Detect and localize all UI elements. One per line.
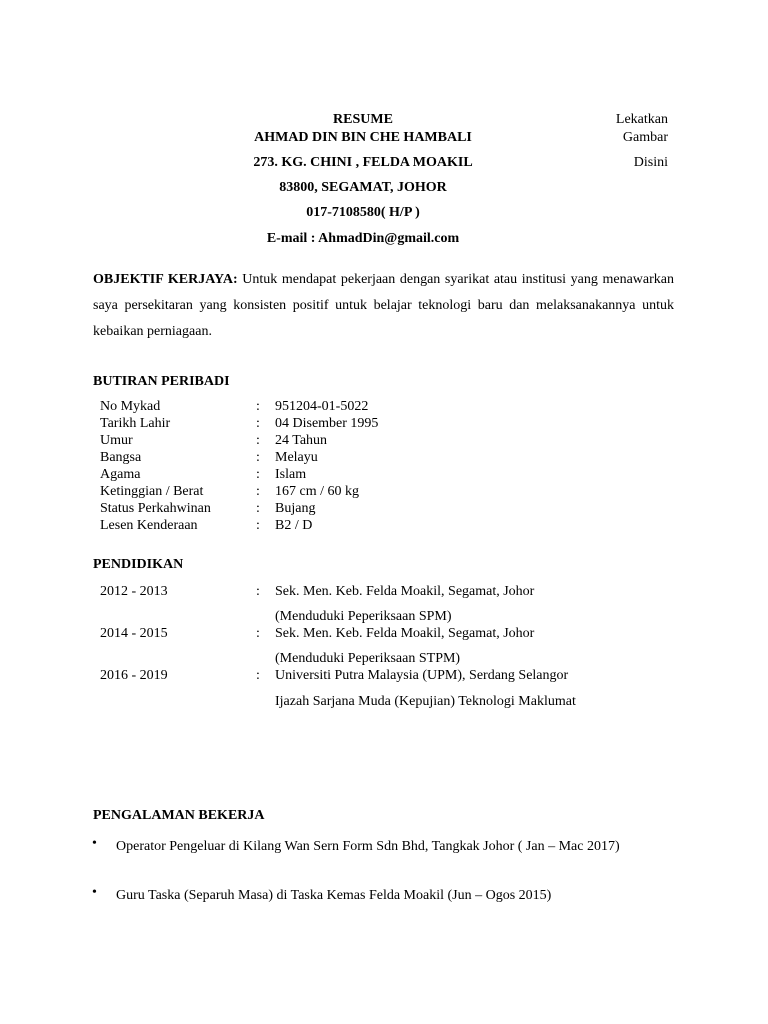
email-address: E-mail : AhmadDin@gmail.com [266, 231, 460, 246]
personal-detail-row [0, 432, 768, 449]
work-experience-item: Guru Taska (Separuh Masa) di Taska Kemas Felda Moakil (Jun – Ogos 2015) [116, 888, 552, 903]
work-experience-item: Operator Pengeluar di Kilang Wan Sern Form Sdn Bhd, Tangkak Johor ( Jan – Mac 2017) [116, 839, 620, 854]
education-school: Sek. Men. Keb. Felda Moakil, Segamat, Johor [275, 626, 535, 641]
work-experience-heading: PENGALAMAN BEKERJA [93, 808, 265, 823]
personal-detail-row [0, 483, 768, 500]
education-row [0, 583, 768, 600]
education-years: 2014 - 2015 [100, 626, 168, 641]
personal-details-heading: BUTIRAN PERIBADI [93, 374, 230, 389]
personal-detail-label: Umur [100, 433, 133, 448]
address-line-1: 273. KG. CHINI , FELDA MOAKIL [253, 155, 473, 170]
personal-detail-label: Tarikh Lahir [100, 416, 171, 431]
applicant-name: AHMAD DIN BIN CHE HAMBALI [254, 130, 472, 145]
colon-separator: : [256, 626, 260, 641]
education-years: 2012 - 2013 [100, 584, 168, 599]
bullet-icon: • [92, 885, 97, 900]
education-detail: (Menduduki Peperiksaan STPM) [275, 651, 461, 666]
education-years: 2016 - 2019 [100, 668, 168, 683]
education-row [0, 667, 768, 684]
personal-detail-label: Ketinggian / Berat [100, 484, 204, 499]
personal-detail-row [0, 466, 768, 483]
education-detail: Ijazah Sarjana Muda (Kepujian) Teknologi Maklumat [275, 694, 576, 709]
personal-detail-value: B2 / D [275, 518, 313, 533]
personal-detail-value: 951204-01-5022 [275, 399, 369, 414]
objective-text: Untuk mendapat pekerjaan dengan syarikat atau institusi yang menawarkan saya persekitaran yang konsisten positif untuk belajar teknologi baru dan melaksanakannya untuk kebaikan perniagaan. [93, 272, 675, 339]
personal-detail-value: Melayu [275, 450, 318, 465]
personal-detail-value: 04 Disember 1995 [275, 416, 379, 431]
education-school: Sek. Men. Keb. Felda Moakil, Segamat, Johor [275, 584, 535, 599]
personal-detail-label: Status Perkahwinan [100, 501, 211, 516]
colon-separator: : [256, 467, 260, 482]
personal-detail-row [0, 415, 768, 432]
education-school: Universiti Putra Malaysia (UPM), Serdang Selangor [275, 668, 569, 683]
personal-detail-value: Bujang [275, 501, 316, 516]
personal-detail-value: 167 cm / 60 kg [275, 484, 359, 499]
personal-detail-row [0, 500, 768, 517]
education-detail: (Menduduki Peperiksaan SPM) [275, 609, 452, 624]
bullet-icon: • [92, 836, 97, 851]
colon-separator: : [256, 584, 260, 599]
colon-separator: : [256, 518, 260, 533]
photo-placeholder-line-1: Lekatkan [615, 112, 668, 127]
personal-detail-label: Bangsa [100, 450, 142, 465]
personal-detail-label: No Mykad [100, 399, 161, 414]
phone-number: 017-7108580( H/P ) [306, 205, 420, 220]
photo-placeholder-line-2: Gambar [622, 130, 668, 145]
personal-detail-label: Lesen Kenderaan [100, 518, 198, 533]
education-heading: PENDIDIKAN [93, 557, 184, 572]
photo-placeholder-line-3: Disini [633, 155, 668, 170]
personal-detail-value: Islam [275, 467, 307, 482]
objective-label: OBJEKTIF KERJAYA: [93, 272, 238, 287]
personal-detail-row [0, 398, 768, 415]
personal-detail-label: Agama [100, 467, 141, 482]
personal-detail-row [0, 517, 768, 534]
career-objective [93, 267, 674, 345]
education-row [0, 625, 768, 642]
colon-separator: : [256, 501, 260, 516]
colon-separator: : [256, 433, 260, 448]
colon-separator: : [256, 416, 260, 431]
colon-separator: : [256, 668, 260, 683]
colon-separator: : [256, 450, 260, 465]
colon-separator: : [256, 399, 260, 414]
personal-detail-value: 24 Tahun [275, 433, 328, 448]
colon-separator: : [256, 484, 260, 499]
personal-detail-row [0, 449, 768, 466]
address-line-2: 83800, SEGAMAT, JOHOR [279, 180, 447, 195]
resume-title: RESUME [333, 112, 393, 127]
